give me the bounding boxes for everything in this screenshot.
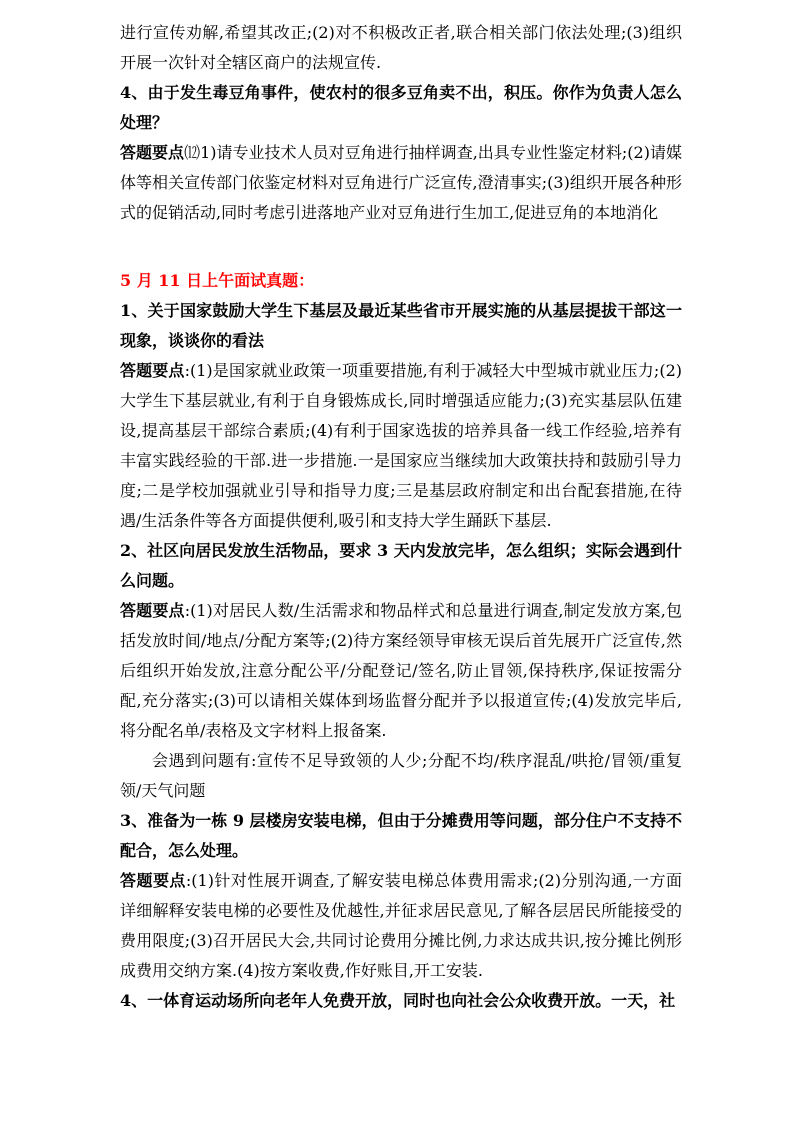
question-4: 4、一体育运动场所向老年人免费开放，同时也向社会公众收费开放。一天，社 [120, 991, 676, 1010]
answer-text: :(1)对居民人数/生活需求和物品样式和总量进行调查,制定发放方案,包括发放时间/地点/分配方案等;(2)待方案经领导审核无误后首先展开广泛宣传,然后组织开始发放,注意分配公平/分配登记/签名,防止冒领,保持秩序,保证按需分配,充分落实;(3)可以请相关媒体到场监督分配并予以报道宣传;(4)发放完毕后,将分配名单/表格及文字材料上报备案. [120, 601, 682, 740]
answer-1 [120, 356, 682, 536]
question-4-prev: 4、由于发生毒豆角事件，使农村的很多豆角卖不出，积压。你作为负责人怎么处理？ [120, 83, 682, 132]
answer-4-prev [120, 138, 682, 228]
answer-text: ⑿1)请专业技术人员对豆角进行抽样调查,出具专业性鉴定材料;(2)请媒体等相关宣传部门依鉴定材料对豆角进行广泛宣传,澄清事实;(3)组织开展各种形式的促销活动,同时考虑引进落地产业对豆角进行生加工,促进豆角的本地消化 [120, 143, 682, 222]
section-title: 5 月 11 日上午面试真题： [120, 271, 315, 290]
answer-label: 答题要点 [120, 361, 185, 380]
answer-label: 答题要点 [120, 871, 186, 890]
question-3: 3、准备为一栋 9 层楼房安装电梯，但由于分摊费用等问题，部分住户不支持不配合，怎么处理。 [120, 811, 682, 860]
answer-2-extra: 会遇到问题有:宣传不足导致领的人少;分配不均/秩序混乱/哄抢/冒领/重复领/天气问题 [120, 751, 682, 800]
answer-text: :(1)针对性展开调查,了解安装电梯总体费用需求;(2)分别沟通,一方面详细解释安装电梯的必要性及优越性,并征求居民意见,了解各层居民所能接受的费用限度;(3)召开居民大会,共同讨论费用分摊比例,力求达成共识,按分摊比例形成费用交纳方案.(4)按方案收费,作好账目,开工安装. [120, 871, 682, 980]
answer-label: 答题要点 [120, 143, 185, 162]
question-1: 1、关于国家鼓励大学生下基层及最近某些省市开展实施的从基层提拔干部这一现象，谈谈你的看法 [120, 301, 682, 350]
question-2: 2、社区向居民发放生活物品，要求 3 天内发放完毕，怎么组织；实际会遇到什么问题。 [120, 541, 682, 590]
answer-2 [120, 596, 682, 746]
answer-text: :(1)是国家就业政策一项重要措施,有利于减轻大中型城市就业压力;(2)大学生下基层就业,有利于自身锻炼成长,同时增强适应能力;(3)充实基层队伍建设,提高基层干部综合素质;(4)有利于国家选拔的培养具备一线工作经验,培养有丰富实践经验的干部.进一步措施.一是国家应当继续加大政策扶持和鼓励引导力度;二是学校加强就业引导和指导力度;三是基层政府制定和出台配套措施,在待遇/生活条件等各方面提供便利,吸引和支持大学生踊跃下基层. [120, 361, 682, 530]
answer-label: 答题要点 [120, 601, 185, 620]
answer-3 [120, 866, 682, 986]
continuation-paragraph: 进行宣传劝解,希望其改正;(2)对不积极改正者,联合相关部门依法处理;(3)组织开展一次针对全辖区商户的法规宣传. [120, 23, 682, 72]
